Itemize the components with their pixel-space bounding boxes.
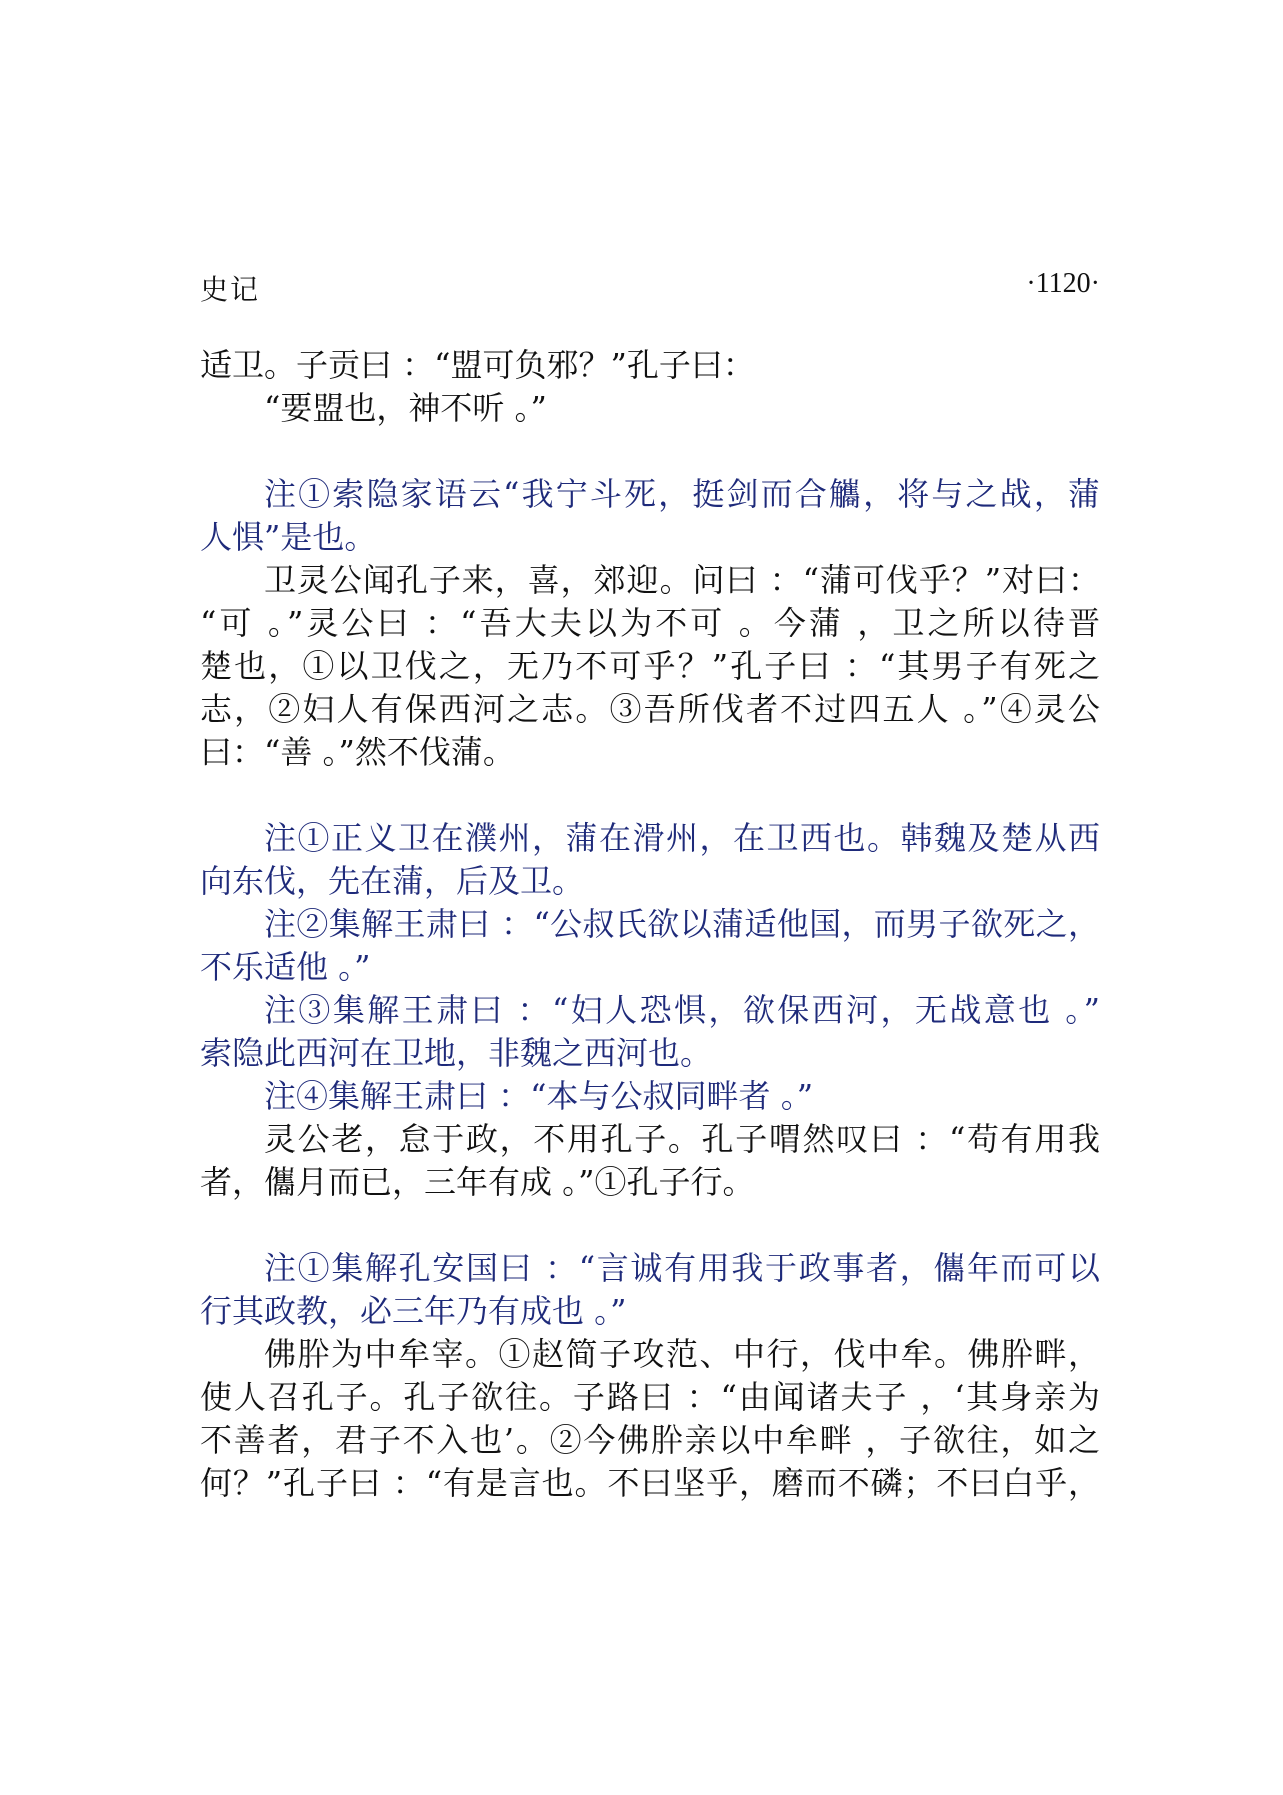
note-line: 注①集解孔安国曰 ：“言诚有用我于政事者，儶年而可以	[264, 1249, 1100, 1287]
body-line: “要盟也，神不听 。”	[264, 389, 547, 427]
note-line: 注①正义卫在濮州，蒲在滑州，在卫西也。韩魏及楚从西	[264, 819, 1100, 857]
body-line: 适卫。子贡曰 ：“盟可负邪？”孔子曰：	[200, 346, 755, 384]
page-number: ·1120·	[1026, 268, 1100, 299]
note-line: 注④集解王肃曰 ：“本与公叔同畔者 。”	[264, 1077, 814, 1115]
body-line: 志，②妇人有保西河之志。③吾所伐者不过四五人 。”④灵公	[200, 690, 1100, 728]
note-line: 索隐此西河在卫地，非魏之西河也。	[200, 1034, 713, 1072]
body-line: 何？”孔子曰 ：“有是言也。不曰坚乎，磨而不磷；不曰白乎，	[200, 1464, 1100, 1502]
note-line: 注③集解王肃曰 ：“妇人恐惧，欲保西河，无战意也 。”	[264, 991, 1100, 1029]
paragraph-gap	[200, 1204, 1100, 1247]
body-line: 者，儶月而已，三年有成 。”①孔子行。	[200, 1163, 755, 1201]
body-line: 灵公老，怠于政，不用孔子。孔子喟然叹曰 ：“苟有用我	[264, 1120, 1100, 1158]
note-line: 不乐适他 。”	[200, 948, 371, 986]
body-line: 卫灵公闻孔子来，喜，郊迎。问曰 ：“蒲可伐乎？”对曰：	[264, 561, 1100, 599]
note-line: 行其政教，必三年乃有成也 。”	[200, 1292, 627, 1330]
note-line: 注①索隐家语云“我宁斗死，挺剑而合觿，将与之战，蒲	[264, 475, 1100, 513]
running-header	[200, 268, 1100, 308]
body-line: 楚也，①以卫伐之，无乃不可乎？”孔子曰 ：“其男子有死之	[200, 647, 1100, 685]
body-line: 使人召孔子。孔子欲往。子路曰 ：“由闻诸夫子 ，‘其身亲为	[200, 1378, 1100, 1416]
text-body	[200, 344, 1100, 1505]
book-title: 史记	[200, 273, 261, 306]
note-line: 向东伐，先在蒲，后及卫。	[200, 862, 585, 900]
paragraph-gap	[200, 430, 1100, 473]
body-line: “可 。”灵公曰 ：“吾大夫以为不可 。今蒲 ，卫之所以待晋	[200, 604, 1100, 642]
body-line: 不善者，君子不入也’。②今佛肸亲以中牟畔 ，子欲往，如之	[200, 1421, 1100, 1459]
body-line: 佛肸为中牟宰。①赵简子攻范、中行，伐中牟。佛肸畔，	[264, 1335, 1100, 1373]
document-page	[200, 268, 1100, 1505]
note-line: 人惧”是也。	[200, 518, 377, 556]
paragraph-gap	[200, 774, 1100, 817]
note-line: 注②集解王肃曰 ：“公叔氏欲以蒲适他国，而男子欲死之，	[264, 905, 1100, 943]
body-line: 曰：“善 。”然不伐蒲。	[200, 733, 515, 771]
